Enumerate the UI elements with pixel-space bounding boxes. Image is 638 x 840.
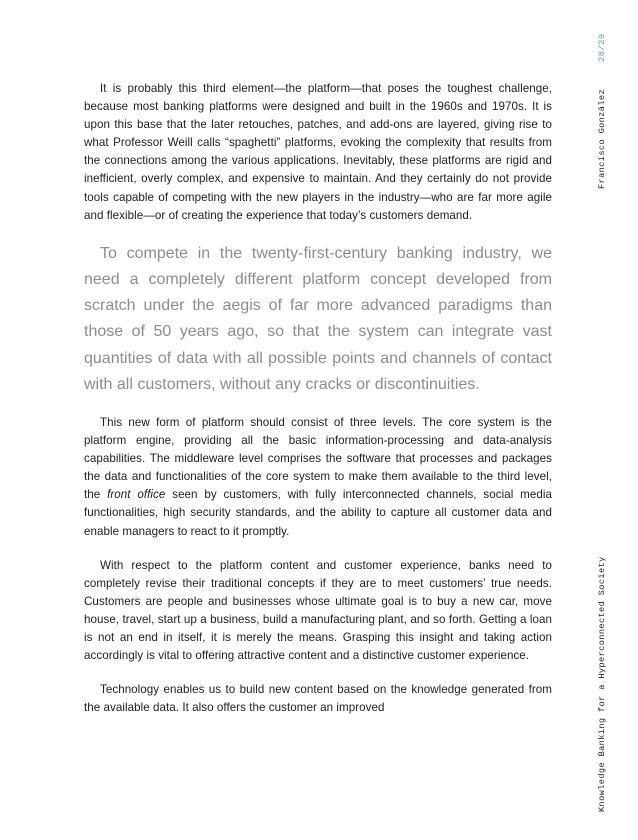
body-paragraph-2 [84,414,552,541]
pull-quote: To compete in the twenty-first-century banking industry, we need a completely different platform concept developed from scratch under the aegis of far more advanced paradigms than those of 50 years ago, so that the system can integrate vast quantities of data with all possible points and channels of contact with all customers, without any cracks or discontinuities. [84,244,552,393]
book-title-sidebar: Knowledge Banking for a Hyperconnected Society [597,556,607,812]
body-paragraph-4: Technology enables us to build new content based on the knowledge generated from the available data. It also offers the customer an improved [84,683,552,715]
page-number: 28/29 [597,33,607,62]
paragraph-2-text-start: This new form of platform should consist of three levels. The core system is the platform engine, providing all the basic information-processing and data-analysis capabilities. The middleware level comprises the software that processes and packages the data and functionalities of the core system to make them available to the third level, the [84,415,552,502]
body-paragraph-3: With respect to the platform content and customer experience, banks need to completely revise their traditional concepts if they are to meet customers’ true needs. Customers are people and businesses whose ultimate goal is to buy a new car, move house, travel, start up a business, build a manufacturing plant, and so forth. Getting a loan is not an end in itself, it is merely the means. Grasping this insight and taking action accordingly is vital to offering attractive content and a distinctive customer experience. [84,558,552,663]
body-paragraph-1: It is probably this third element—the platform—that poses the toughest challenge, because most banking platforms were designed and built in the 1960s and 1970s. It is upon this base that the later retouches, patches, and add-ons are layered, giving rise to what Professor Weill calls “spaghetti” platforms, evoking the complexity that results from the connections among the various applications. Inevitably, these platforms are rigid and inefficient, overly complex, and expensive to maintain. And they certainly do not provide tools capable of competing with the new players in the industry—who are far more agile and flexible—or of creating the experience that today’s customers demand. [84,82,552,222]
paragraph-2-text-end: seen by customers, with fully interconnected channels, social media functionalities, high security standards, and the ability to capture all customer data and enable managers to react to it promptly. [84,488,552,538]
paragraph-2-italic-term: front office [107,488,166,502]
text-column [84,80,552,717]
author-sidebar: Francisco González [597,88,607,189]
